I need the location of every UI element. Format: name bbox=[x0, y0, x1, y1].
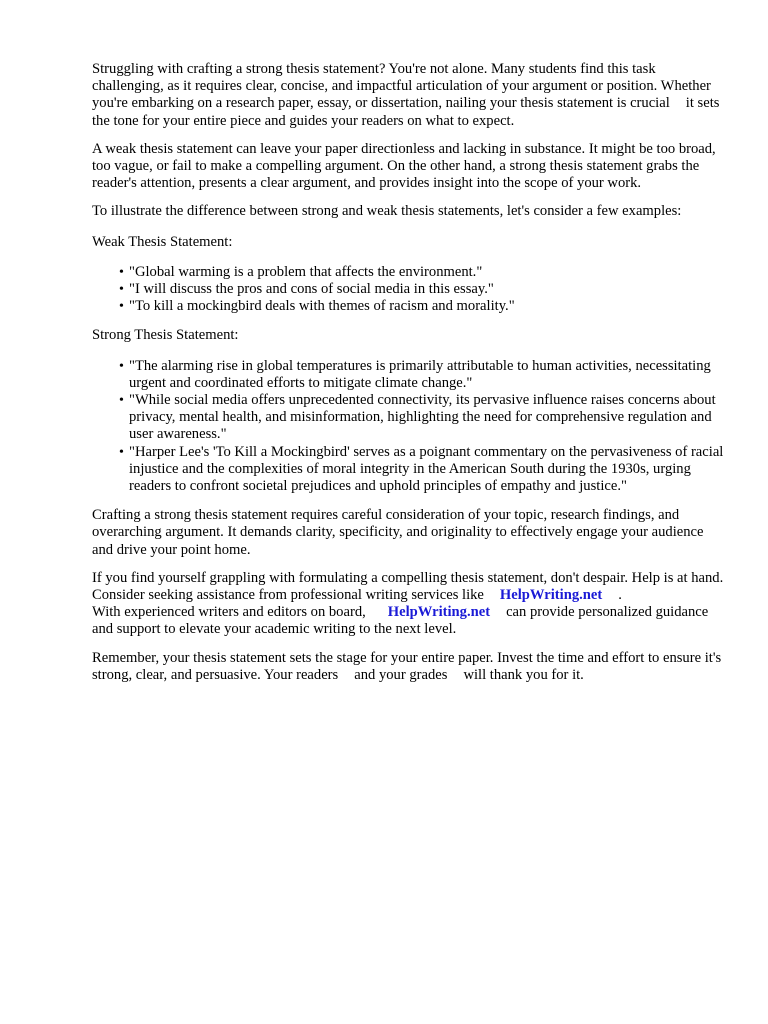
bullet-icon: • bbox=[119, 393, 124, 409]
list-item: • "To kill a mockingbird deals with themes of racism and morality." bbox=[119, 298, 515, 315]
intro-text-b: it sets the tone for your entire piece and guides your readers on what to expect. bbox=[92, 95, 720, 129]
bullet-icon: • bbox=[119, 264, 124, 280]
list-item: • "Global warming is a problem that affects the environment." bbox=[119, 263, 483, 280]
document-page bbox=[92, 61, 724, 695]
list-item: • "While social media offers unprecedented connectivity, its pervasive influence raises concerns about privacy, mental health, and misinformation, highlighting the need for comprehensive regulation and user awareness." bbox=[119, 392, 716, 443]
intro-text-a: Struggling with crafting a strong thesis statement? You're not alone. Many students find this task challenging, as it requires clear, concise, and impactful articulation of your argument or position. Whether you're embarking on a research paper, essay, or dissertation, nailing your thesis statement is crucial bbox=[92, 61, 711, 112]
remember-text-b: and your grades bbox=[354, 666, 448, 683]
helpwriting-link-2[interactable]: HelpWriting.net bbox=[387, 604, 491, 621]
help-text-b: . bbox=[618, 587, 622, 604]
bullet-icon: • bbox=[119, 444, 124, 460]
list-item: • "Harper Lee's 'To Kill a Mockingbird' serves as a poignant commentary on the pervasiveness of racial injustice and the complexities of moral integrity in the American South during the 1930s, urging readers to confront societal prejudices and uphold principles of empathy and justice." bbox=[119, 443, 724, 495]
weak-strong-paragraph: A weak thesis statement can leave your paper directionless and lacking in substance. It might be too broad, too vague, or fail to make a compelling argument. On the other hand, a strong thesis statement grabs the reader's attention, presents a clear argument, and provides insight into the scope of your work. bbox=[92, 140, 716, 192]
strong-examples-list bbox=[92, 358, 724, 496]
remember-text-a: Remember, your thesis statement sets the stage for your entire paper. Invest the time and effort to ensure it's strong, clear, and persuasive. Your readers bbox=[92, 649, 722, 683]
illustrate-paragraph: To illustrate the difference between strong and weak thesis statements, let's consider a few examples: bbox=[92, 203, 682, 220]
help-text-a: If you find yourself grappling with formulating a compelling thesis statement, don't despair. Help is at hand. Consider seeking assistance from professional writing services like bbox=[92, 569, 724, 604]
bullet-icon: • bbox=[119, 282, 124, 298]
list-item: • "The alarming rise in global temperatures is primarily attributable to human activities, necessitating urgent and coordinated efforts to mitigate climate change." bbox=[119, 357, 711, 391]
remember-paragraph bbox=[92, 650, 724, 684]
bullet-icon: • bbox=[119, 358, 124, 374]
help-text-d: can provide personalized guidance and support to elevate your academic writing to the next level. bbox=[92, 604, 709, 638]
remember-text-c: will thank you for it. bbox=[463, 666, 584, 683]
help-paragraph bbox=[92, 570, 724, 639]
help-text-c: With experienced writers and editors on board, bbox=[92, 604, 366, 621]
intro-paragraph bbox=[92, 61, 724, 130]
strong-heading: Strong Thesis Statement: bbox=[92, 327, 239, 344]
helpwriting-link-1[interactable]: HelpWriting.net bbox=[499, 587, 603, 604]
crafting-paragraph: Crafting a strong thesis statement requires careful consideration of your topic, research findings, and overarching argument. It demands clarity, specificity, and originality to effectively engage your audience and drive your point home. bbox=[92, 507, 704, 558]
bullet-icon: • bbox=[119, 299, 124, 315]
weak-examples-list bbox=[92, 264, 724, 316]
weak-heading: Weak Thesis Statement: bbox=[92, 233, 233, 250]
list-item: • "I will discuss the pros and cons of social media in this essay." bbox=[119, 281, 494, 298]
